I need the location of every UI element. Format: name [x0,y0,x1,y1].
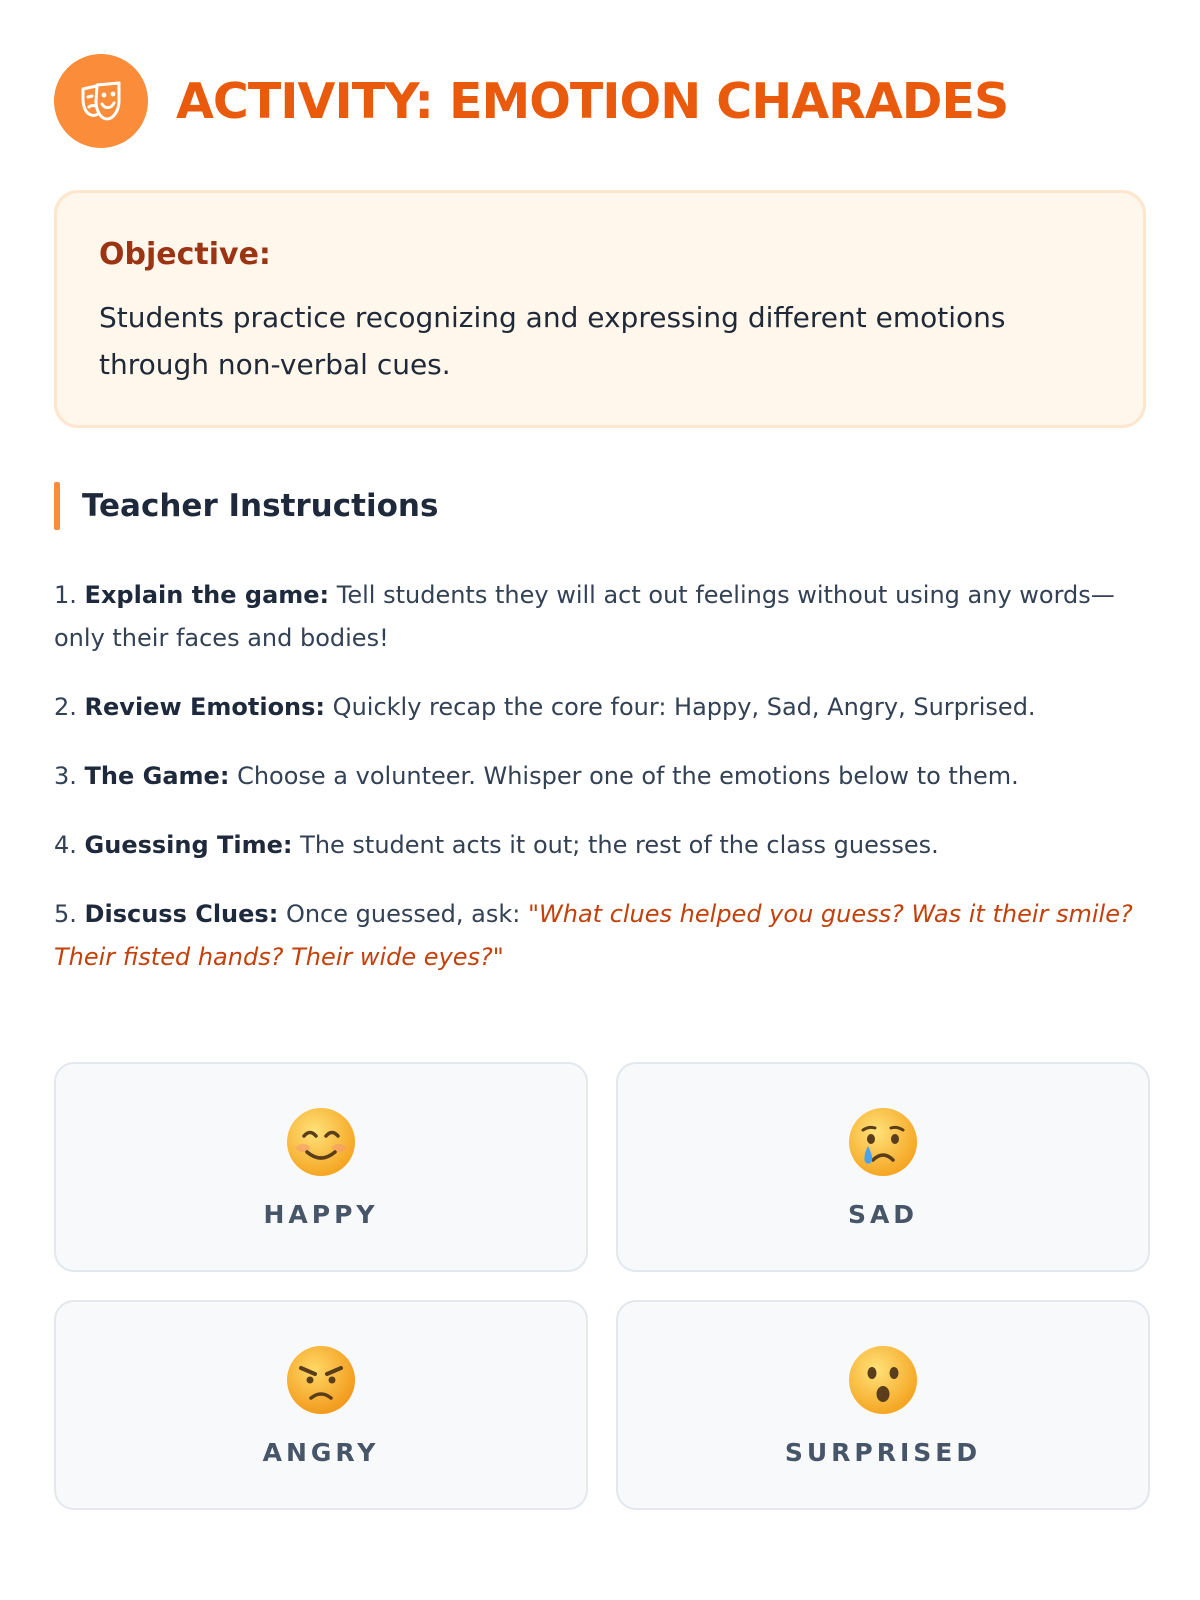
step-text: Tell students they will act out feelings without using any words—only their faces and bodies! [54,581,1115,652]
step-text: Once guessed, ask: [285,900,521,928]
emotion-card-happy[interactable] [54,1062,588,1272]
instruction-step-1 [54,574,1146,660]
emotion-label: ANGRY [262,1438,380,1467]
instruction-list [54,574,1146,979]
emotion-cards [54,1062,1150,1510]
emotion-label: SURPRISED [784,1438,982,1467]
objective-heading: Objective: [99,237,271,272]
instruction-step-2 [54,686,1146,729]
step-text: Quickly recap the core four: Happy, Sad, Angry, Surprised. [332,693,1036,721]
step-label: Guessing Time: [84,831,293,859]
smiling-face-icon [285,1106,357,1178]
discussion-quote: "What clues helped you guess? Was it their smile? Their fisted hands? Their wide eyes?" [54,900,1133,971]
objective-text: Students practice recognizing and expressing different emotions through non-verbal cues. [99,301,1006,381]
step-number: 5. [54,900,77,928]
emotion-label: SAD [847,1200,919,1229]
step-label: Explain the game: [84,581,330,609]
theater-masks-icon [54,54,148,148]
instruction-step-5 [54,893,1146,979]
instructions-heading [54,482,1146,530]
angry-face-icon [285,1344,357,1416]
step-label: Review Emotions: [84,693,326,721]
step-text: The student acts it out; the rest of the class guesses. [300,831,939,859]
step-number: 3. [54,762,77,790]
instruction-step-3 [54,755,1146,798]
step-text: Choose a volunteer. Whisper one of the emotions below to them. [237,762,1019,790]
step-label: The Game: [84,762,230,790]
step-number: 4. [54,831,77,859]
section-accent-bar [54,482,60,530]
step-number: 1. [54,581,77,609]
crying-face-icon [847,1106,919,1178]
instructions-title: Teacher Instructions [82,488,439,524]
emotion-card-sad[interactable] [616,1062,1150,1272]
instruction-step-4 [54,824,1146,867]
step-number: 2. [54,693,77,721]
emotion-card-angry[interactable] [54,1300,588,1510]
surprised-face-icon [847,1344,919,1416]
page-title: ACTIVITY: EMOTION CHARADES [176,72,1009,130]
step-label: Discuss Clues: [84,900,279,928]
page-header [54,54,1146,148]
emotion-label: HAPPY [263,1200,379,1229]
emotion-card-surprised[interactable] [616,1300,1150,1510]
objective-box [54,190,1146,428]
